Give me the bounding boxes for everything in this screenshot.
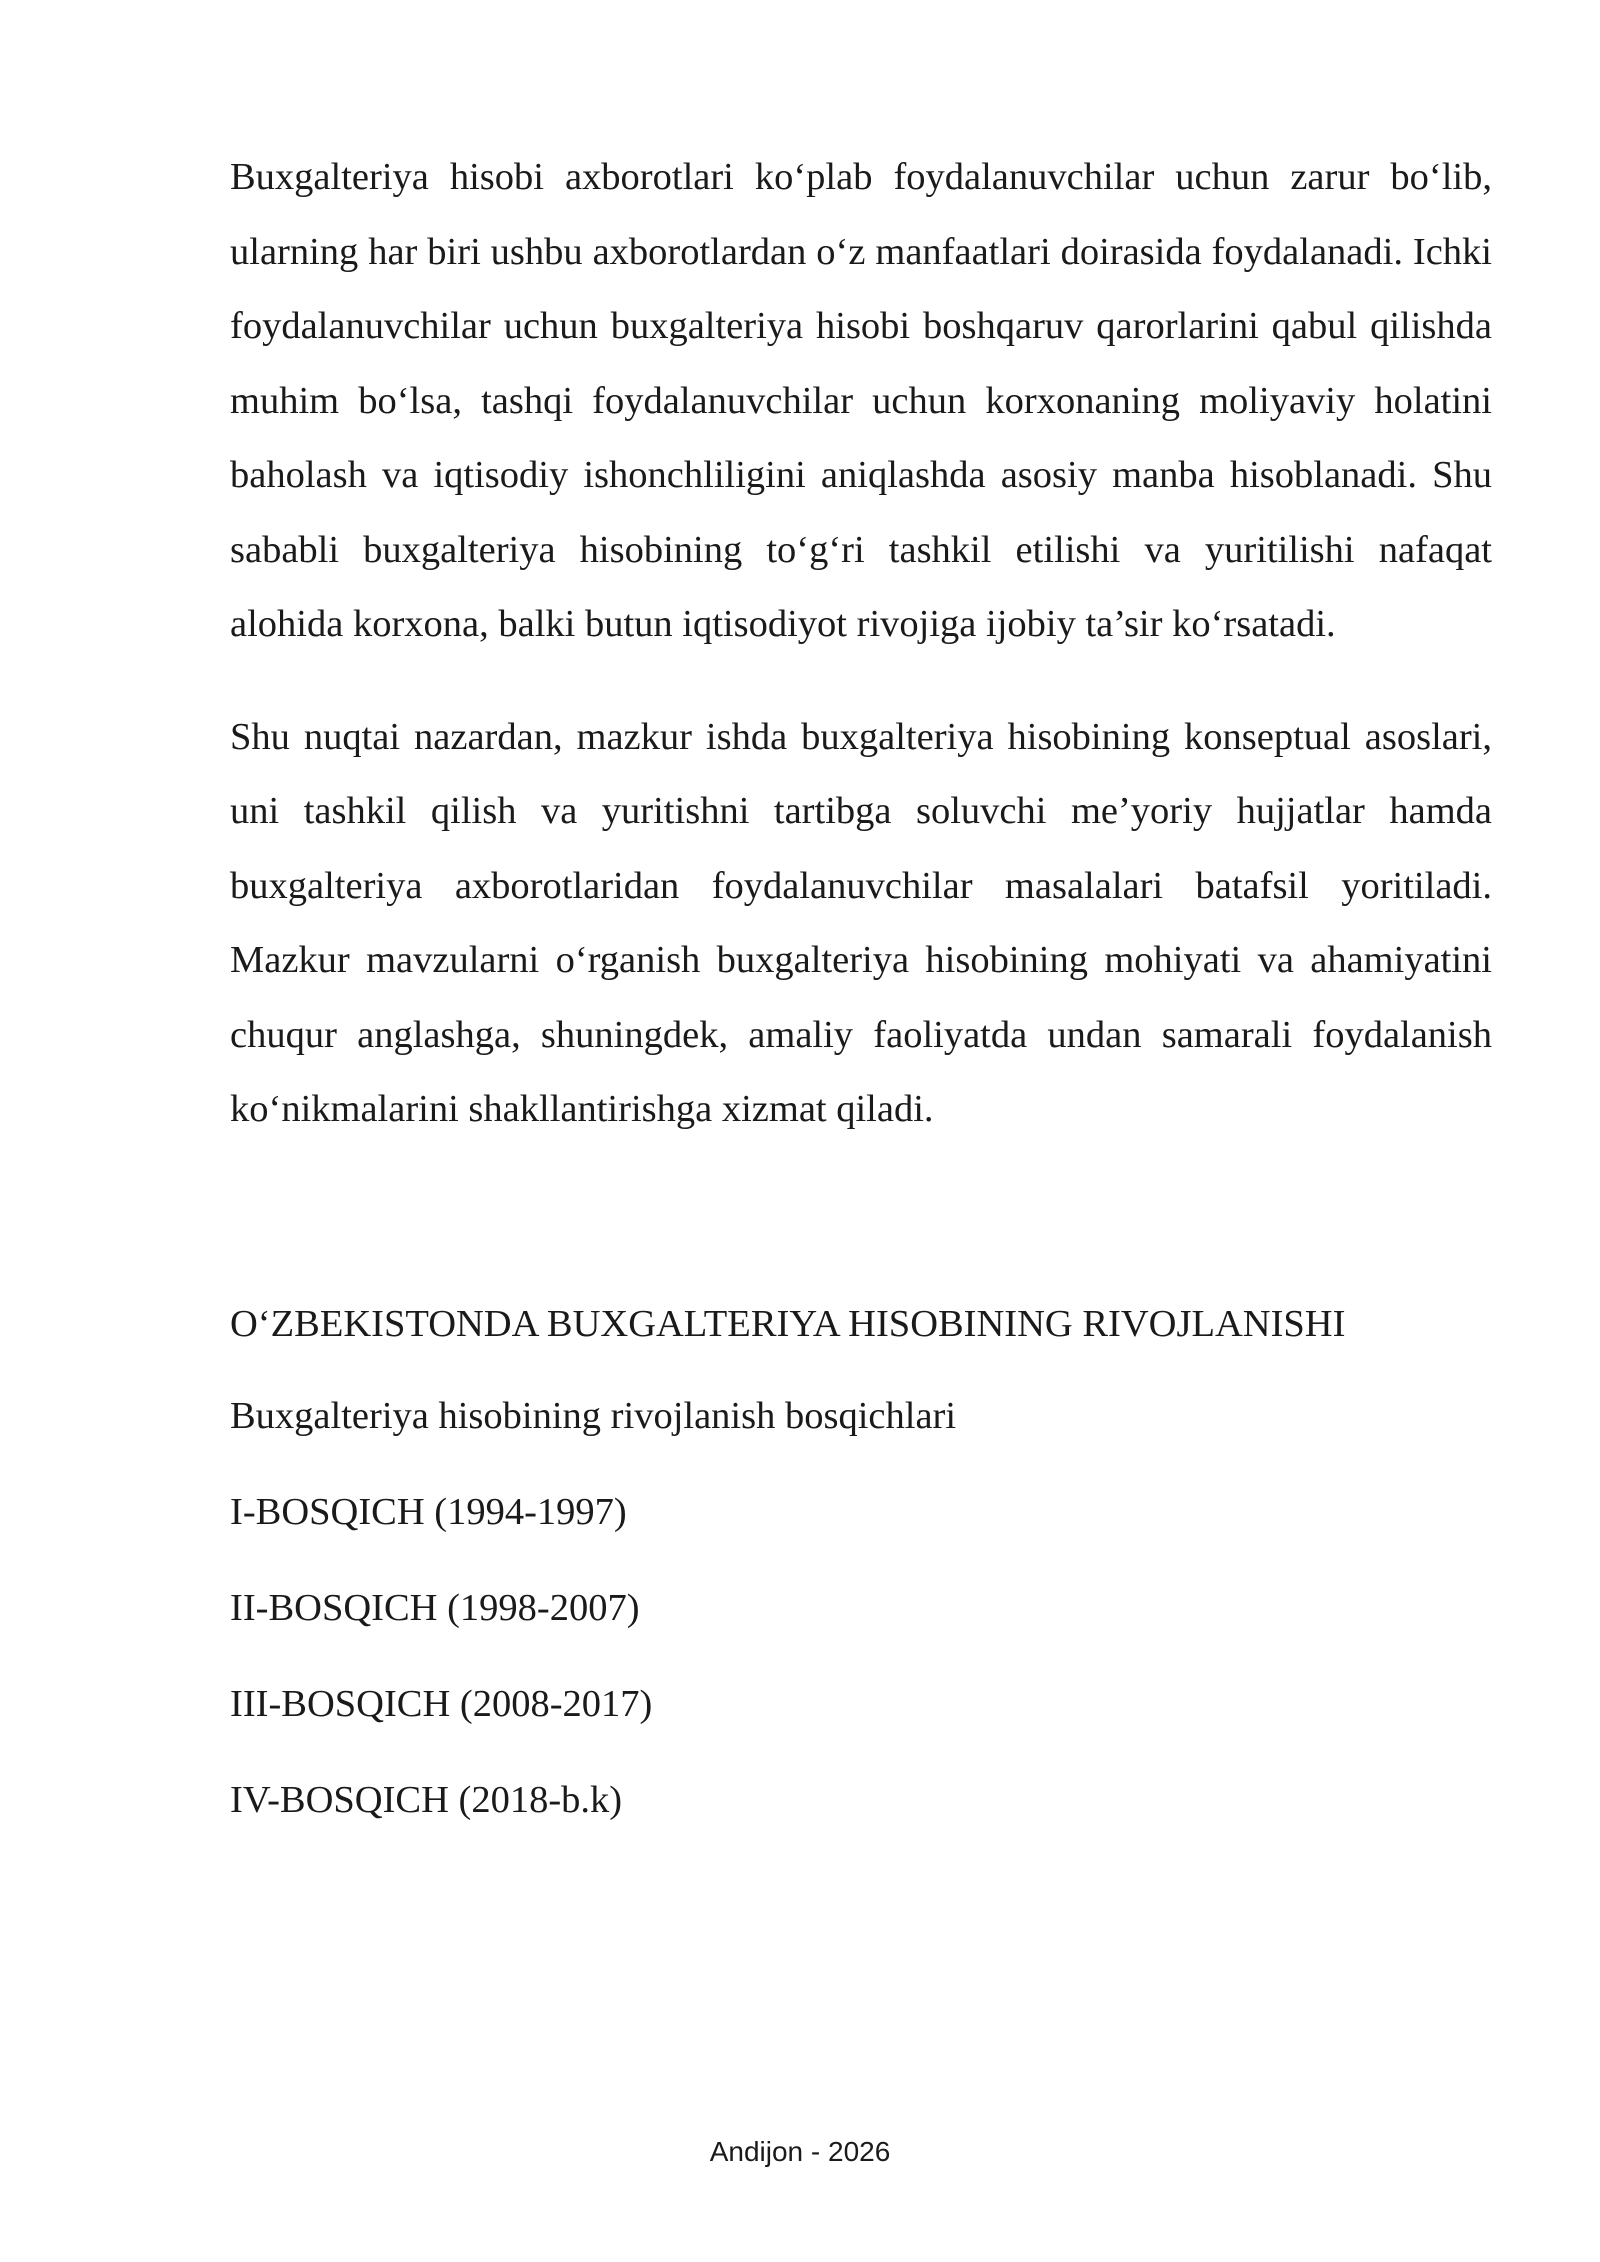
section-heading: O‘ZBEKISTONDA BUXGALTERIYA HISOBINING RIVOJLANISHI	[230, 1302, 1346, 1345]
body-paragraph-1: Buxgalteriya hisobi axborotlari ko‘plab foydalanuvchilar uchun zarur bo‘lib, ularning har biri ushbu axborotlardan o‘z manfaatlari doirasida foydalanadi. Ichki foydalanuvchilar uchun buxgalteriya hisobi boshqaruv qarorlarini qabul qilishda muhim bo‘lsa, tashqi foydalanuvchilar uchun korxonaning moliyaviy holatini baholash va iqtisodiy ishonchliligini aniqlashda asosiy manba hisoblanadi. Shu sababli buxgalteriya hisobining to‘g‘ri tashkil etilishi va yuritilishi nafaqat alohida korxona, balki butun iqtisodiyot rivojiga ijobiy ta’sir ko‘rsatadi.	[230, 156, 1492, 645]
page-footer: Andijon - 2026	[709, 2136, 891, 2167]
stage-item-3: III-BOSQICH (2008-2017)	[230, 1682, 653, 1725]
body-paragraph-2: Shu nuqtai nazardan, mazkur ishda buxgalteriya hisobining konseptual asoslari, uni tashkil qilish va yuritishni tartibga soluvchi me’yoriy hujjatlar hamda buxgalteriya axborotlaridan foydalanuvchilar masalalari batafsil yoritiladi. Mazkur mavzularni o‘rganish buxgalteriya hisobining mohiyati va ahamiyatini chuqur anglashga, shuningdek, amaliy faoliyatda undan samarali foydalanish ko‘nikmalarini shakllantirishga xizmat qiladi.	[230, 715, 1492, 1130]
stage-item-2: II-BOSQICH (1998-2007)	[230, 1586, 640, 1629]
stage-item-4: IV-BOSQICH (2018-b.k)	[230, 1778, 623, 1821]
section-subtitle: Buxgalteriya hisobining rivojlanish bosqichlari	[230, 1394, 957, 1437]
stage-item-1: I-BOSQICH (1994-1997)	[230, 1490, 627, 1533]
page-content	[230, 140, 1492, 1837]
